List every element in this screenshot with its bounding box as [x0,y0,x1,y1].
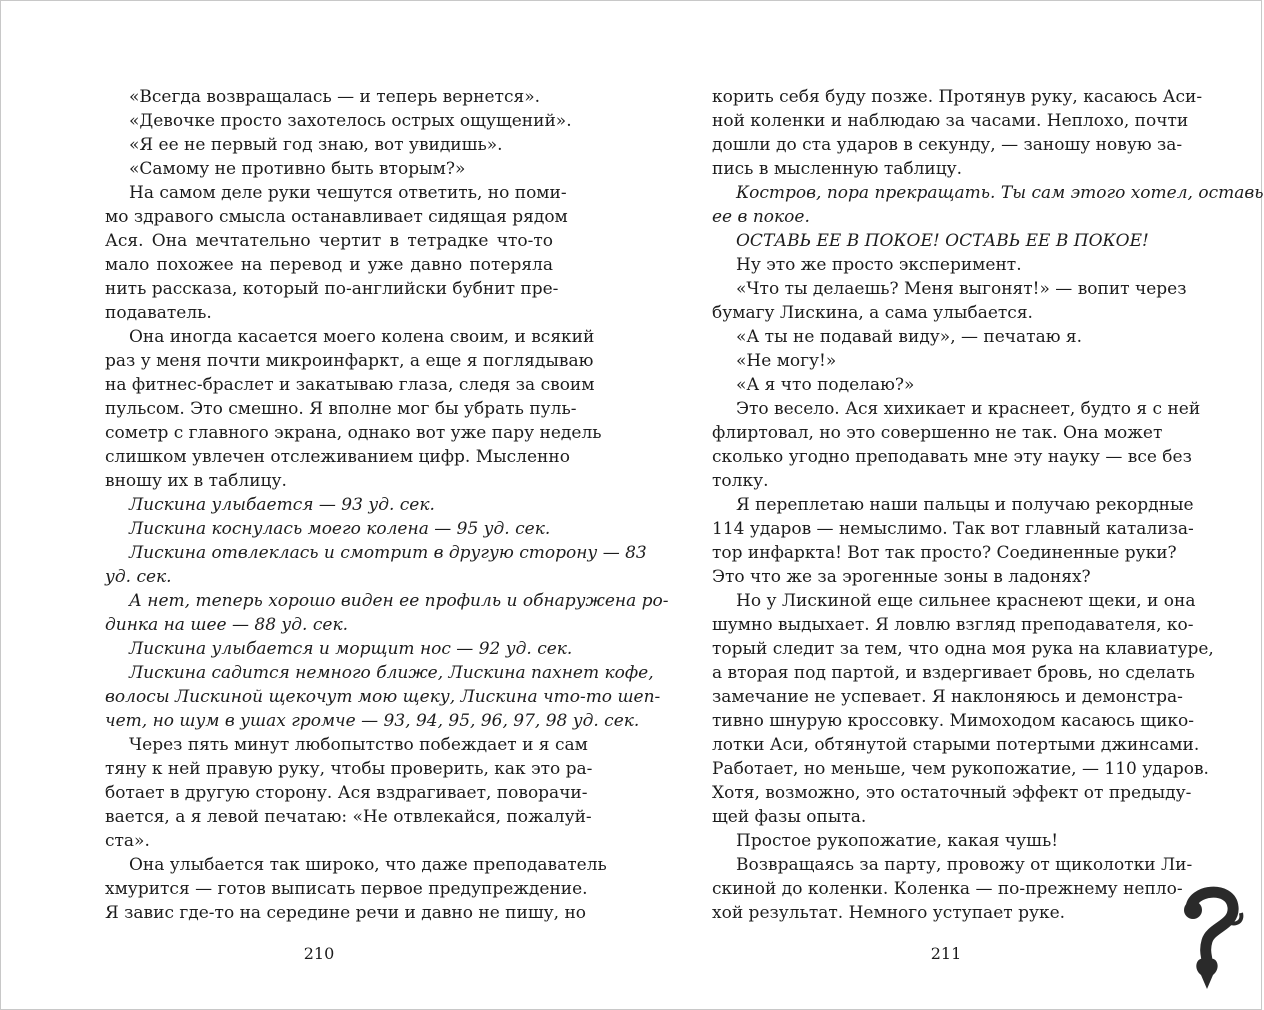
text-line: уд. сек. [105,567,172,587]
text-line: Лискина улыбается и морщит нос — 92 уд. сек. [129,639,573,659]
right-page-text [712,85,1264,925]
text-line: сометр с главного экрана, однако вот уже пару недель [105,423,602,443]
text-line: щей фазы опыта. [712,807,867,827]
text-line: хмурится — готов выписать первое предупреждение. [105,879,588,899]
text-line: ее в покое. [712,207,810,227]
text-line: тяну к ней правую руку, чтобы проверить, как это ра- [105,759,593,779]
text-line: «А ты не подавай виду», — печатаю я. [736,327,1083,347]
text-line: Это что же за эрогенные зоны в ладонях? [712,567,1091,587]
text-line: «Девочке просто захотелось острых ощущений». [129,111,572,131]
text-line: Через пять минут любопытство побеждает и я сам [129,735,588,755]
text-line: Лискина улыбается — 93 уд. сек. [129,495,435,515]
text-line: волосы Лискиной щекочут мою щеку, Лискина что-то шеп- [105,687,661,707]
left-page-number: 210 [303,944,335,963]
text-line: ной коленки и наблюдаю за часами. Неплохо, почти [712,111,1189,131]
text-line: торый следит за тем, что одна моя рука на клавиатуре, [712,639,1214,659]
text-line: замечание не успевает. Я наклоняюсь и демонстра- [712,687,1183,707]
text-line: скиной до коленки. Коленка — по-прежнему непло- [712,879,1183,899]
text-line: шумно выдыхает. Я ловлю взгляд преподавателя, ко- [712,615,1194,635]
text-line: толку. [712,471,769,491]
text-line: На самом деле руки чешутся ответить, но поми- [129,183,567,203]
text-line: Но у Лискиной еще сильнее краснеют щеки, и она [736,591,1196,611]
text-line: раз у меня почти микроинфаркт, а еще я поглядываю [105,351,594,371]
text-line: Возвращаясь за парту, провожу от щиколотки Ли- [736,855,1193,875]
text-line: мало похожее на перевод и уже давно потеряла [105,255,553,275]
text-line: «Что ты делаешь? Меня выгонят!» — вопит через [736,279,1187,299]
text-line: лотки Аси, обтянутой старыми потертыми джинсами. [712,735,1200,755]
text-line: вношу их в таблицу. [105,471,287,491]
text-line: ботает в другую сторону. Ася вздрагивает, поворачи- [105,783,588,803]
text-line: динка на шее — 88 уд. сек. [105,615,348,635]
text-line: Простое рукопожатие, какая чушь! [736,831,1059,851]
text-line: Я переплетаю наши пальцы и получаю рекордные [736,495,1194,515]
text-line: А нет, теперь хорошо виден ее профиль и обнаружена ро- [129,591,669,611]
text-line: а вторая под партой, и вздергивает бровь, но сделать [712,663,1195,683]
text-line: вается, а я левой печатаю: «Не отвлекайся, пожалуй- [105,807,592,827]
text-line: Она улыбается так широко, что даже преподаватель [129,855,607,875]
text-line: Работает, но меньше, чем рукопожатие, — 110 ударов. [712,759,1209,779]
text-line: хой результат. Немного уступает руке. [712,903,1066,923]
text-line: Я завис где-то на середине речи и давно не пишу, но [105,903,587,923]
text-line: Это весело. Ася хихикает и краснеет, будто я с ней [736,399,1201,419]
text-line: пульсом. Это смешно. Я вполне мог бы убрать пуль- [105,399,577,419]
text-line: Ну это же просто эксперимент. [736,255,1022,275]
text-line: нить рассказа, который по-английски бубнит пре- [105,279,559,299]
text-line: ОСТАВЬ ЕЕ В ПОКОЕ! ОСТАВЬ ЕЕ В ПОКОЕ! [736,231,1149,251]
text-line: Она иногда касается моего колена своим, и всякий [129,327,595,347]
right-page-number: 211 [930,944,962,963]
text-line: пись в мысленную таблицу. [712,159,963,179]
text-line: сколько угодно преподавать мне эту науку — все без [712,447,1192,467]
text-line: подаватель. [105,303,212,323]
text-line: «А я что поделаю?» [736,375,915,395]
text-line: «Не могу!» [736,351,837,371]
text-line: ста». [105,831,150,851]
text-line: Хотя, возможно, это остаточный эффект от предыду- [712,783,1192,803]
text-line: тивно шнурую кроссовку. Мимоходом касаюсь щико- [712,711,1195,731]
text-line: слишком увлечен отслеживанием цифр. Мысленно [105,447,570,467]
text-line: «Всегда возвращалась — и теперь вернется». [129,87,541,107]
text-line: чет, но шум в ушах громче — 93, 94, 95, 96, 97, 98 уд. сек. [105,711,640,731]
text-line: мо здравого смысла останавливает сидящая рядом [105,207,568,227]
text-line: 114 ударов — немыслимо. Так вот главный катализа- [712,519,1194,539]
text-line: на фитнес-браслет и закатываю глаза, следя за своим [105,375,595,395]
text-line: Лискина коснулась моего колена — 95 уд. сек. [129,519,551,539]
text-line: «Я ее не первый год знаю, вот увидишь». [129,135,503,155]
text-line: флиртовал, но это совершенно не так. Она может [712,423,1163,443]
text-line: Лискина отвлеклась и смотрит в другую сторону — 83 [129,543,647,563]
text-line: корить себя буду позже. Протянув руку, касаюсь Аси- [712,87,1203,107]
text-line: Лискина садится немного ближе, Лискина пахнет кофе, [129,663,654,683]
question-mark-heart-icon [1177,881,1249,991]
text-line: Ася. Она мечтательно чертит в тетрадке что-то [105,231,553,251]
text-line: «Самому не противно быть вторым?» [129,159,466,179]
text-line: бумагу Лискина, а сама улыбается. [712,303,1033,323]
left-page-text [105,85,669,925]
text-line: дошли до ста ударов в секунду, — заношу новую за- [712,135,1183,155]
text-line: тор инфаркта! Вот так просто? Соединенные руки? [712,543,1177,563]
text-line: Костров, пора прекращать. Ты сам этого хотел, оставь [736,183,1264,203]
